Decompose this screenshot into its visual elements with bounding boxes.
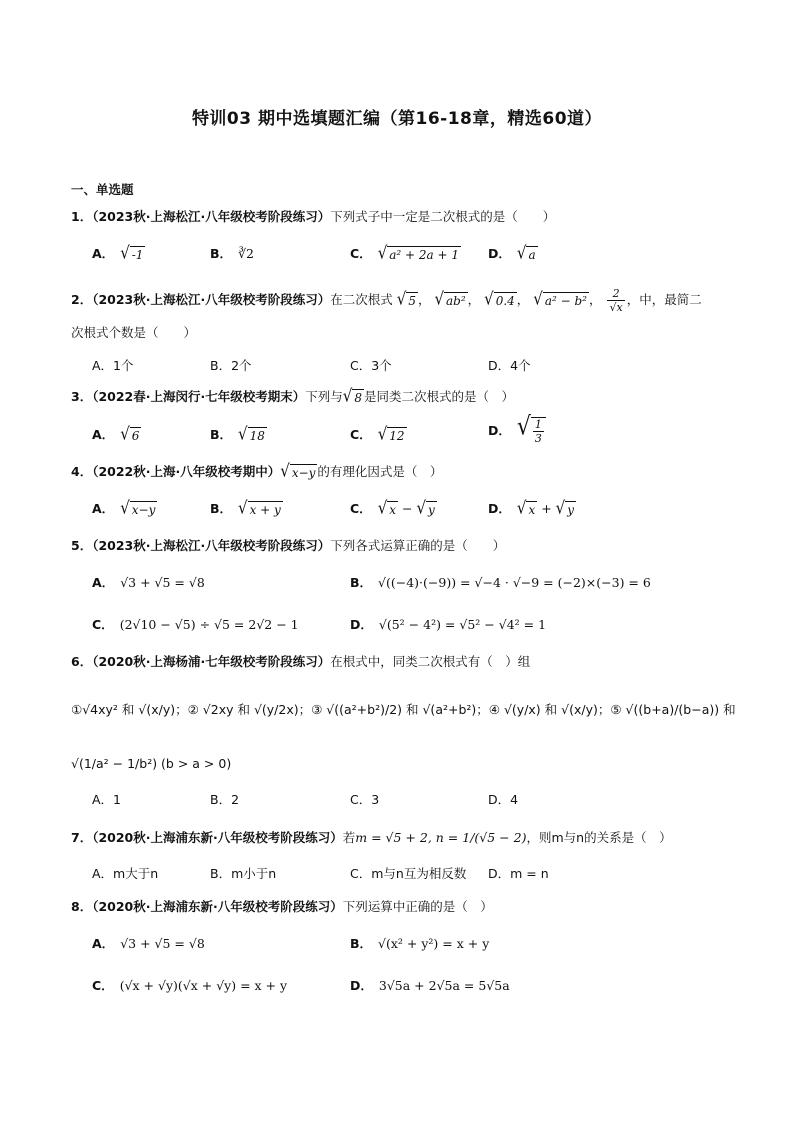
option-a[interactable]: A．1个	[92, 358, 134, 373]
question-number: 1．	[71, 209, 93, 224]
question-source: （2023秋·上海松江·八年级校考阶段练习）	[92, 292, 331, 307]
option-c[interactable]: C． √ 12	[350, 423, 405, 445]
option-b[interactable]: B．m小于n	[210, 866, 277, 881]
option-a[interactable]: A． √ 6	[92, 423, 140, 445]
option-d[interactable]: D．4个	[488, 358, 531, 373]
option-b[interactable]: B． √ 18	[210, 423, 265, 445]
option-c[interactable]: C． √ x − √ y	[350, 497, 435, 519]
question-text: 下列式子中一定是二次根式的是（ ）	[330, 209, 556, 224]
question-number: 2．	[71, 292, 93, 307]
option-d[interactable]: D．4	[488, 792, 519, 807]
question-source: （2023秋·上海松江·八年级校考阶段练习）	[92, 209, 331, 224]
option-b[interactable]: B．2个	[210, 358, 252, 373]
option-d[interactable]: D． √ a	[488, 242, 536, 264]
option-a[interactable]: A． √3 + √5 = √8	[92, 936, 205, 951]
option-b[interactable]: B． √((−4)·(−9)) = √−4 · √−9 = (−2)×(−3) = 6	[350, 575, 651, 590]
option-d[interactable]: D． √ $\frac{1}{3}$	[488, 417, 546, 445]
option-a[interactable]: A． √3 + √5 = √8	[92, 575, 205, 590]
option-c[interactable]: C．m与n互为相反数	[350, 866, 467, 881]
option-d[interactable]: D． 3√5a + 2√5a = 5√5a	[350, 978, 510, 993]
option-a[interactable]: A． √ -1	[92, 242, 144, 264]
option-c[interactable]: C． (√x + √y)(√x + √y) = x + y	[92, 978, 288, 993]
question-5: 5．（2023秋·上海松江·八年级校考阶段练习）下列各式运算正确的是（ ）	[71, 538, 506, 553]
question-6-expressions-cont: √(1/a² − 1/b²) (b > a > 0)	[71, 756, 232, 771]
page-title: 特训03 期中选填题汇编（第16-18章，精选60道）	[191, 109, 603, 129]
option-a[interactable]: A．m大于n	[92, 866, 159, 881]
option-b[interactable]: B． √(x² + y²) = x + y	[350, 936, 490, 951]
option-c[interactable]: C．3	[350, 792, 380, 807]
option-a[interactable]: A．1	[92, 792, 122, 807]
question-2-cont: 次根式个数是（ ）	[71, 325, 197, 340]
question-3: 3．（2022春·上海闵行·七年级校考期末）下列与 √ 8 是同类二次根式的是（ ）	[71, 385, 514, 407]
option-d[interactable]: D．m = n	[488, 866, 549, 881]
option-b[interactable]: B．2	[210, 792, 240, 807]
option-b[interactable]: B． ∛2	[210, 246, 254, 261]
question-text: 在二次根式	[330, 292, 393, 307]
option-a[interactable]: A． √ x−y	[92, 497, 156, 519]
option-d[interactable]: D． √(5² − 4²) = √5² − √4² = 1	[350, 617, 547, 632]
question-6: 6．（2020秋·上海杨浦·七年级校考阶段练习）在根式中，同类二次根式有（ ）组	[71, 654, 531, 669]
question-2: 2．（2023秋·上海松江·八年级校考阶段练习）在二次根式 √ 5 ， √ ab² ， √ 0.4 ， √ a² − b² ， $\frac{2}{√x}$ ，中，最简二	[71, 287, 702, 314]
option-d[interactable]: D． √ x + √ y	[488, 497, 574, 519]
question-6-expressions: ①√4xy² 和 √(x/y)；② √2xy 和 √(y/2x)；③ √((a²+b²)/2) 和 √(a²+b²)；④ √(y/x) 和 √(x/y)；⑤ √((b+a)/(b−a)) 和	[71, 702, 736, 717]
question-1	[71, 207, 555, 227]
question-8: 8．（2020秋·上海浦东新·八年级校考阶段练习）下列运算中正确的是（ ）	[71, 899, 493, 914]
question-4: 4．（2022秋·上海·八年级校考期中） √ x−y 的有理化因式是（ ）	[71, 460, 443, 482]
section-heading: 一、单选题	[71, 182, 134, 197]
option-b[interactable]: B． √ x + y	[210, 497, 281, 519]
option-c[interactable]: C． (2√10 − √5) ÷ √5 = 2√2 − 1	[92, 617, 299, 632]
question-7: 7．（2020秋·上海浦东新·八年级校考阶段练习）若m = √5 + 2, n = 1/(√5 − 2)，则m与n的关系是（ ）	[71, 830, 672, 845]
option-c[interactable]: C． √ a² + 2a + 1	[350, 242, 460, 264]
option-c[interactable]: C．3个	[350, 358, 392, 373]
